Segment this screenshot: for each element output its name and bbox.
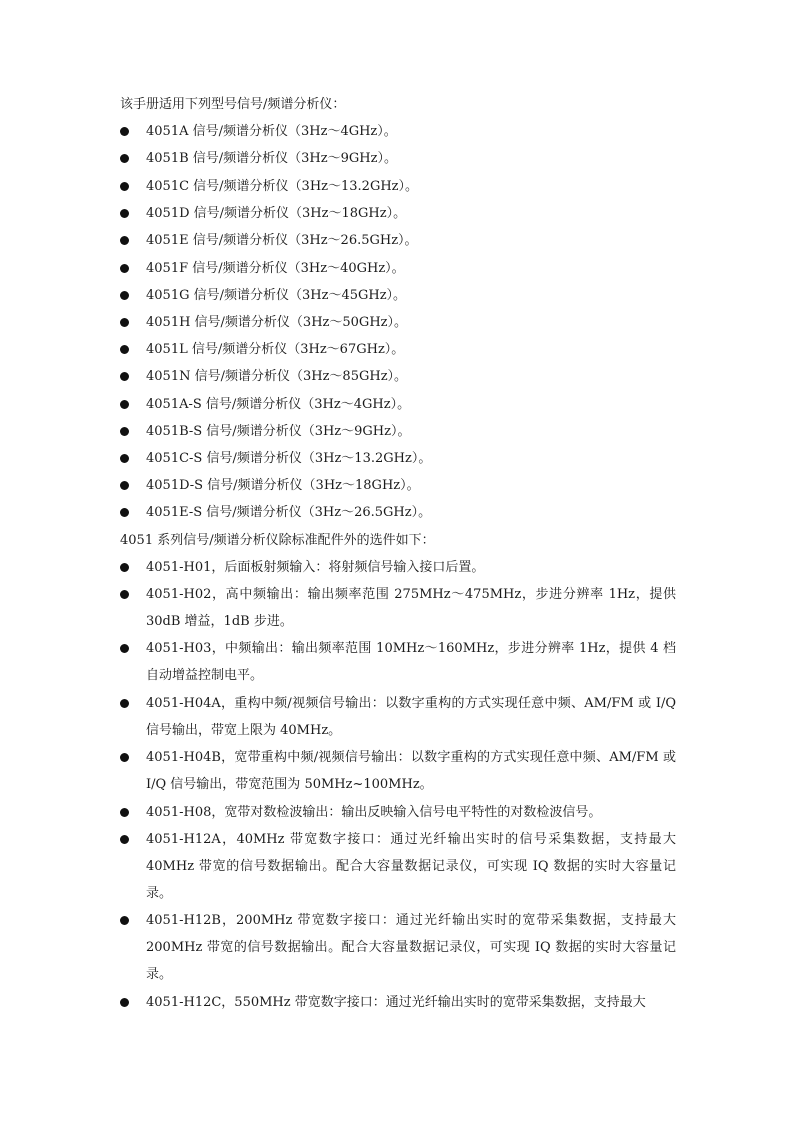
bullet-icon (120, 127, 129, 136)
model-list-item (120, 282, 680, 309)
bullet-icon (120, 264, 129, 273)
model-text: 4051E-S 信号/频谱分析仪（3Hz～26.5GHz）。 (146, 505, 432, 520)
model-text: 4051A 信号/频谱分析仪（3Hz～4GHz）。 (146, 124, 397, 139)
bullet-icon (120, 835, 129, 844)
model-list-item (120, 145, 680, 172)
bullet-icon (120, 209, 129, 218)
option-list-item (120, 799, 680, 826)
bullet-icon (120, 345, 129, 354)
model-list-item (120, 227, 680, 254)
model-list-item (120, 445, 680, 472)
model-text: 4051D-S 信号/频谱分析仪（3Hz～18GHz）。 (146, 478, 420, 493)
option-list-item (120, 554, 680, 581)
model-text: 4051H 信号/频谱分析仪（3Hz～50GHz）。 (146, 315, 408, 330)
bullet-icon (120, 916, 129, 925)
model-text: 4051B-S 信号/频谱分析仪（3Hz～9GHz）。 (146, 424, 411, 439)
model-list-item (120, 255, 680, 282)
model-text: 4051G 信号/频谱分析仪（3Hz～45GHz）。 (146, 288, 407, 303)
model-text: 4051C-S 信号/频谱分析仪（3Hz～13.2GHz）。 (146, 451, 432, 466)
model-text: 4051N 信号/频谱分析仪（3Hz～85GHz）。 (146, 369, 408, 384)
bullet-icon (120, 236, 129, 245)
bullet-icon (120, 291, 129, 300)
option-text: 4051-H12A，40MHz 带宽数字接口：通过光纤输出实时的信号采集数据，支持最大 40MHz 带宽的信号数据输出。配合大容量数据记录仪，可实现 IQ 数据的实时大容量记录。 (146, 832, 676, 901)
option-text: 4051-H12B，200MHz 带宽数字接口：通过光纤输出实时的宽带采集数据，支持最大 200MHz 带宽的信号数据输出。配合大容量数据记录仪，可实现 IQ 数据的实时大容量记录。 (146, 913, 676, 982)
bullet-icon (120, 563, 129, 572)
model-list-item (120, 336, 680, 363)
bullet-icon (120, 154, 129, 163)
model-text: 4051A-S 信号/频谱分析仪（3Hz～4GHz）。 (146, 397, 411, 412)
option-text: 4051-H02，高中频输出：输出频率范围 275MHz～475MHz，步进分辨率 1Hz，提供 30dB 增益，1dB 步进。 (146, 587, 676, 629)
option-text: 4051-H04A，重构中频/视频信号输出：以数字重构的方式实现任意中频、AM/FM 或 I/Q 信号输出，带宽上限为 40MHz。 (146, 696, 676, 738)
model-list-item (120, 391, 680, 418)
bullet-icon (120, 508, 129, 517)
intro-paragraph: 该手册适用下列型号信号/频谱分析仪： (120, 97, 346, 112)
model-list-item (120, 418, 680, 445)
bullet-icon (120, 644, 129, 653)
model-list-item (120, 200, 680, 227)
model-text: 4051L 信号/频谱分析仪（3Hz～67GHz）。 (146, 342, 405, 357)
model-list-item (120, 173, 680, 200)
options-intro-paragraph: 4051 系列信号/频谱分析仪除标准配件外的选件如下： (120, 533, 435, 548)
bullet-icon (120, 182, 129, 191)
option-list-item (120, 907, 680, 988)
option-text: 4051-H03，中频输出：输出频率范围 10MHz～160MHz，步进分辨率 1Hz，提供 4 档自动增益控制电平。 (146, 641, 676, 683)
option-list-item (120, 744, 680, 798)
model-text: 4051D 信号/频谱分析仪（3Hz～18GHz）。 (146, 206, 407, 221)
option-list-item (120, 635, 680, 689)
option-text: 4051-H04B，宽带重构中频/视频信号输出：以数字重构的方式实现任意中频、AM/FM 或 I/Q 信号输出，带宽范围为 50MHz~100MHz。 (146, 750, 676, 792)
bullet-icon (120, 372, 129, 381)
bullet-icon (120, 427, 129, 436)
option-list-item (120, 690, 680, 744)
bullet-icon (120, 808, 129, 817)
model-text: 4051C 信号/频谱分析仪（3Hz～13.2GHz）。 (146, 179, 419, 194)
model-list-item (120, 118, 680, 145)
bullet-icon (120, 400, 129, 409)
model-text: 4051E 信号/频谱分析仪（3Hz～26.5GHz）。 (146, 233, 418, 248)
bullet-icon (120, 454, 129, 463)
option-list-item (120, 581, 680, 635)
model-list-item (120, 309, 680, 336)
model-text: 4051F 信号/频谱分析仪（3Hz～40GHz）。 (146, 261, 405, 276)
bullet-icon (120, 481, 129, 490)
option-text: 4051-H12C，550MHz 带宽数字接口：通过光纤输出实时的宽带采集数据，支持最大 (146, 995, 646, 1010)
option-list-item (120, 826, 680, 907)
bullet-icon (120, 590, 129, 599)
bullet-icon (120, 998, 129, 1007)
model-list-item (120, 499, 680, 526)
bullet-icon (120, 699, 129, 708)
option-list-item (120, 989, 680, 1016)
option-text: 4051-H01，后面板射频输入：将射频信号输入接口后置。 (146, 560, 485, 575)
bullet-icon (120, 318, 129, 327)
bullet-icon (120, 753, 129, 762)
option-text: 4051-H08，宽带对数检波输出：输出反映输入信号电平特性的对数检波信号。 (146, 805, 602, 820)
model-list-item (120, 472, 680, 499)
model-list-item (120, 363, 680, 390)
model-text: 4051B 信号/频谱分析仪（3Hz～9GHz）。 (146, 151, 397, 166)
